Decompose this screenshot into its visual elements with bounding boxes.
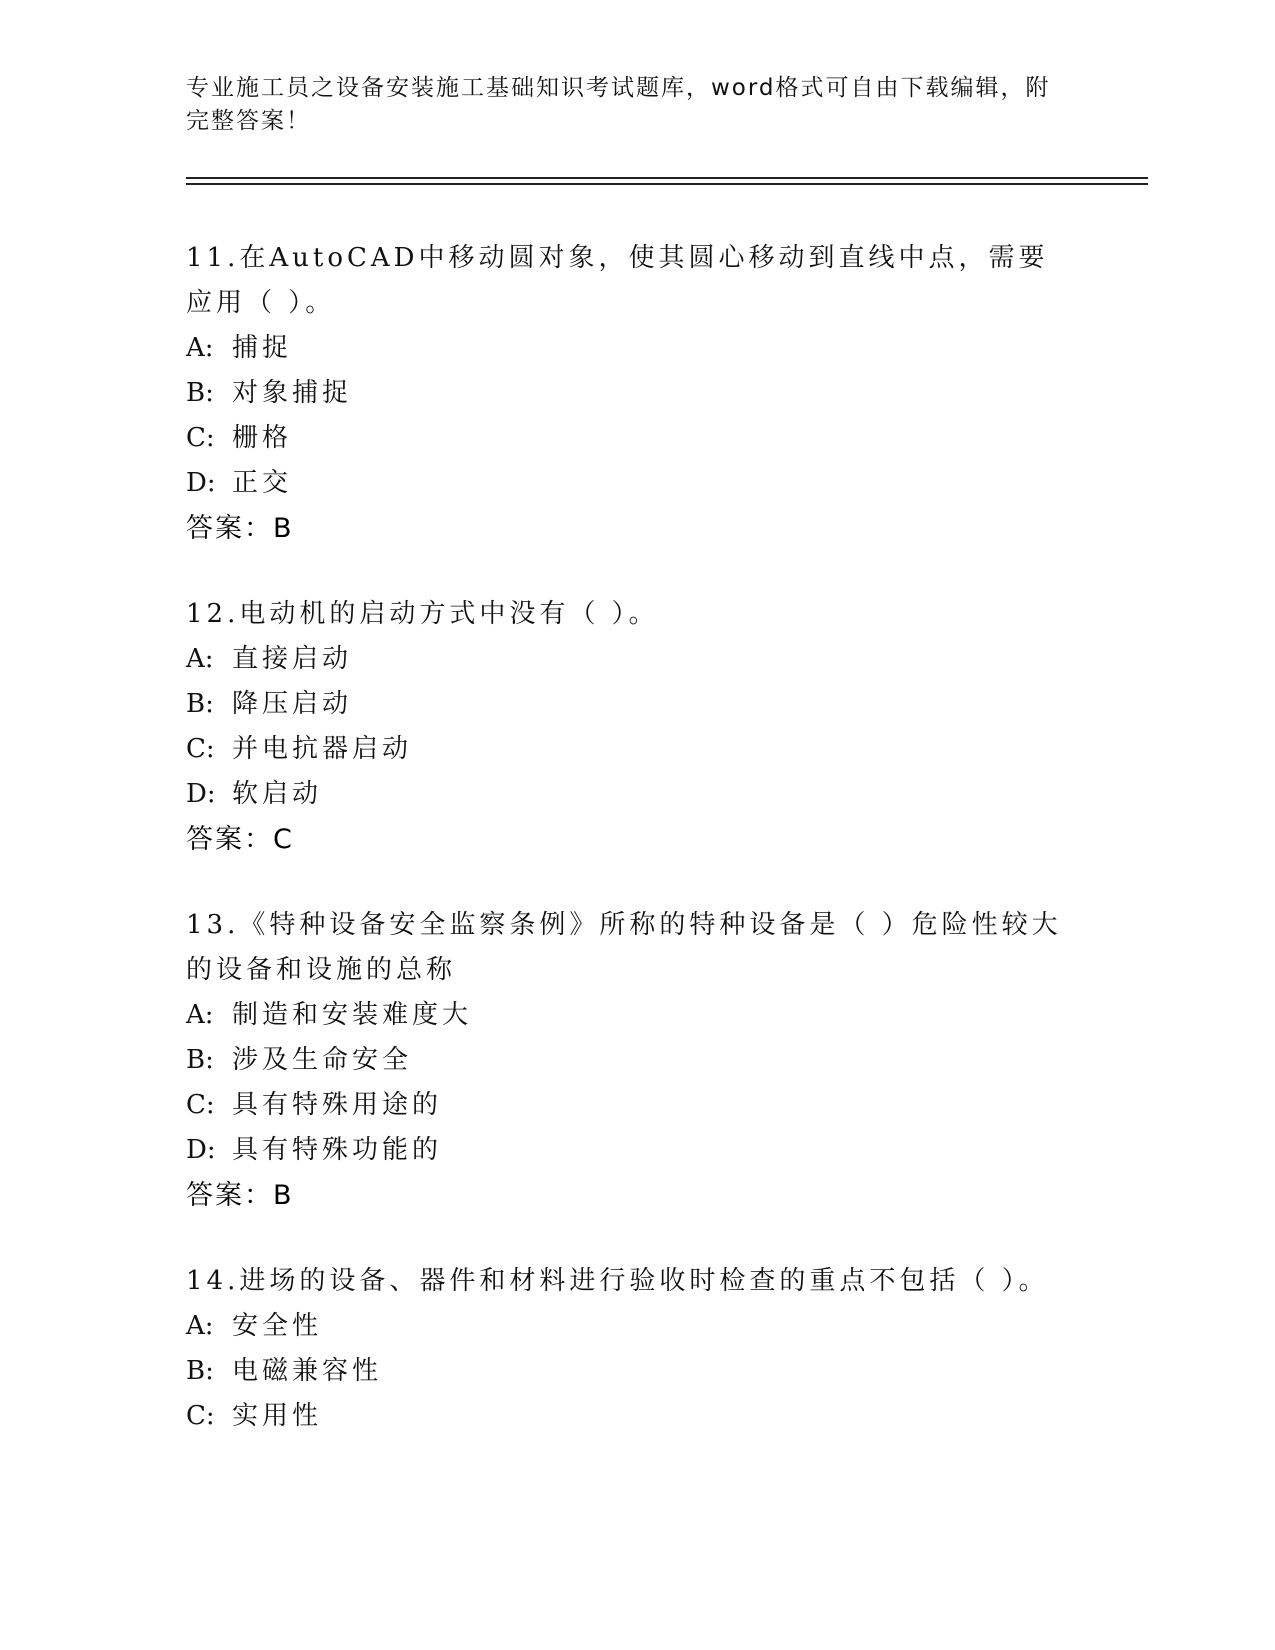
question-block [186,903,1076,1219]
question-stem: 11.在AutoCAD中移动圆对象，使其圆心移动到直线中点，需要应用（ ）。 [186,243,1049,318]
question-option [186,637,1076,682]
question-option [186,326,1076,371]
option-text: 具有特殊功能的 [232,1135,443,1165]
question-option [186,1038,1076,1083]
question-option [186,993,1076,1038]
option-text: 涉及生命安全 [232,1045,413,1075]
option-text: 捕捉 [232,333,293,363]
option-letter: C: [186,1090,215,1120]
option-letter: B: [186,378,214,408]
question-option [186,461,1076,506]
option-letter: B: [186,1356,214,1386]
question-option [186,1083,1076,1128]
option-text: 对象捕捉 [232,378,353,408]
option-letter: B: [186,1045,214,1075]
option-text: 制造和安装难度大 [232,1000,473,1030]
header-divider-bottom [186,183,1148,185]
answer-label: 答案：B [186,1180,294,1211]
option-letter: C: [186,423,215,453]
option-letter: D: [186,1135,216,1165]
option-letter: A: [186,333,214,363]
option-letter: A: [186,1311,214,1341]
question-option [186,371,1076,416]
option-text: 栅格 [232,423,293,453]
option-text: 实用性 [232,1401,323,1431]
option-text: 并电抗器启动 [232,734,413,764]
question-option [186,416,1076,461]
option-text: 软启动 [232,779,323,809]
option-text: 正交 [232,468,293,498]
option-letter: C: [186,734,215,764]
option-letter: A: [186,1000,214,1030]
option-text: 安全性 [232,1311,323,1341]
question-stem: 14.进场的设备、器件和材料进行验收时检查的重点不包括（ ）。 [186,1266,1049,1296]
document-header-text: 专业施工员之设备安装施工基础知识考试题库，word格式可自由下载编辑，附完整答案！ [186,75,1051,134]
answer-label: 答案：C [186,824,294,855]
question-option [186,1349,1076,1394]
question-option [186,772,1076,817]
question-option [186,1128,1076,1173]
option-text: 电磁兼容性 [232,1356,383,1386]
question-block [186,592,1076,863]
option-letter: D: [186,468,216,498]
option-text: 具有特殊用途的 [232,1090,443,1120]
question-stem: 12.电动机的启动方式中没有（ ）。 [186,599,659,629]
header-divider-top [186,177,1148,179]
option-text: 降压启动 [232,689,353,719]
question-block [186,236,1076,552]
question-option [186,727,1076,772]
question-option [186,1304,1076,1349]
question-block [186,1259,1076,1439]
option-letter: D: [186,779,216,809]
question-option [186,682,1076,727]
question-stem: 13.《特种设备安全监察条例》所称的特种设备是（ ）危险性较大的设备和设施的总称 [186,910,1062,985]
option-letter: A: [186,644,214,674]
answer-label: 答案：B [186,513,294,544]
option-letter: C: [186,1401,215,1431]
option-letter: B: [186,689,214,719]
question-option [186,1394,1076,1439]
option-text: 直接启动 [232,644,353,674]
question-list [186,236,1076,1479]
